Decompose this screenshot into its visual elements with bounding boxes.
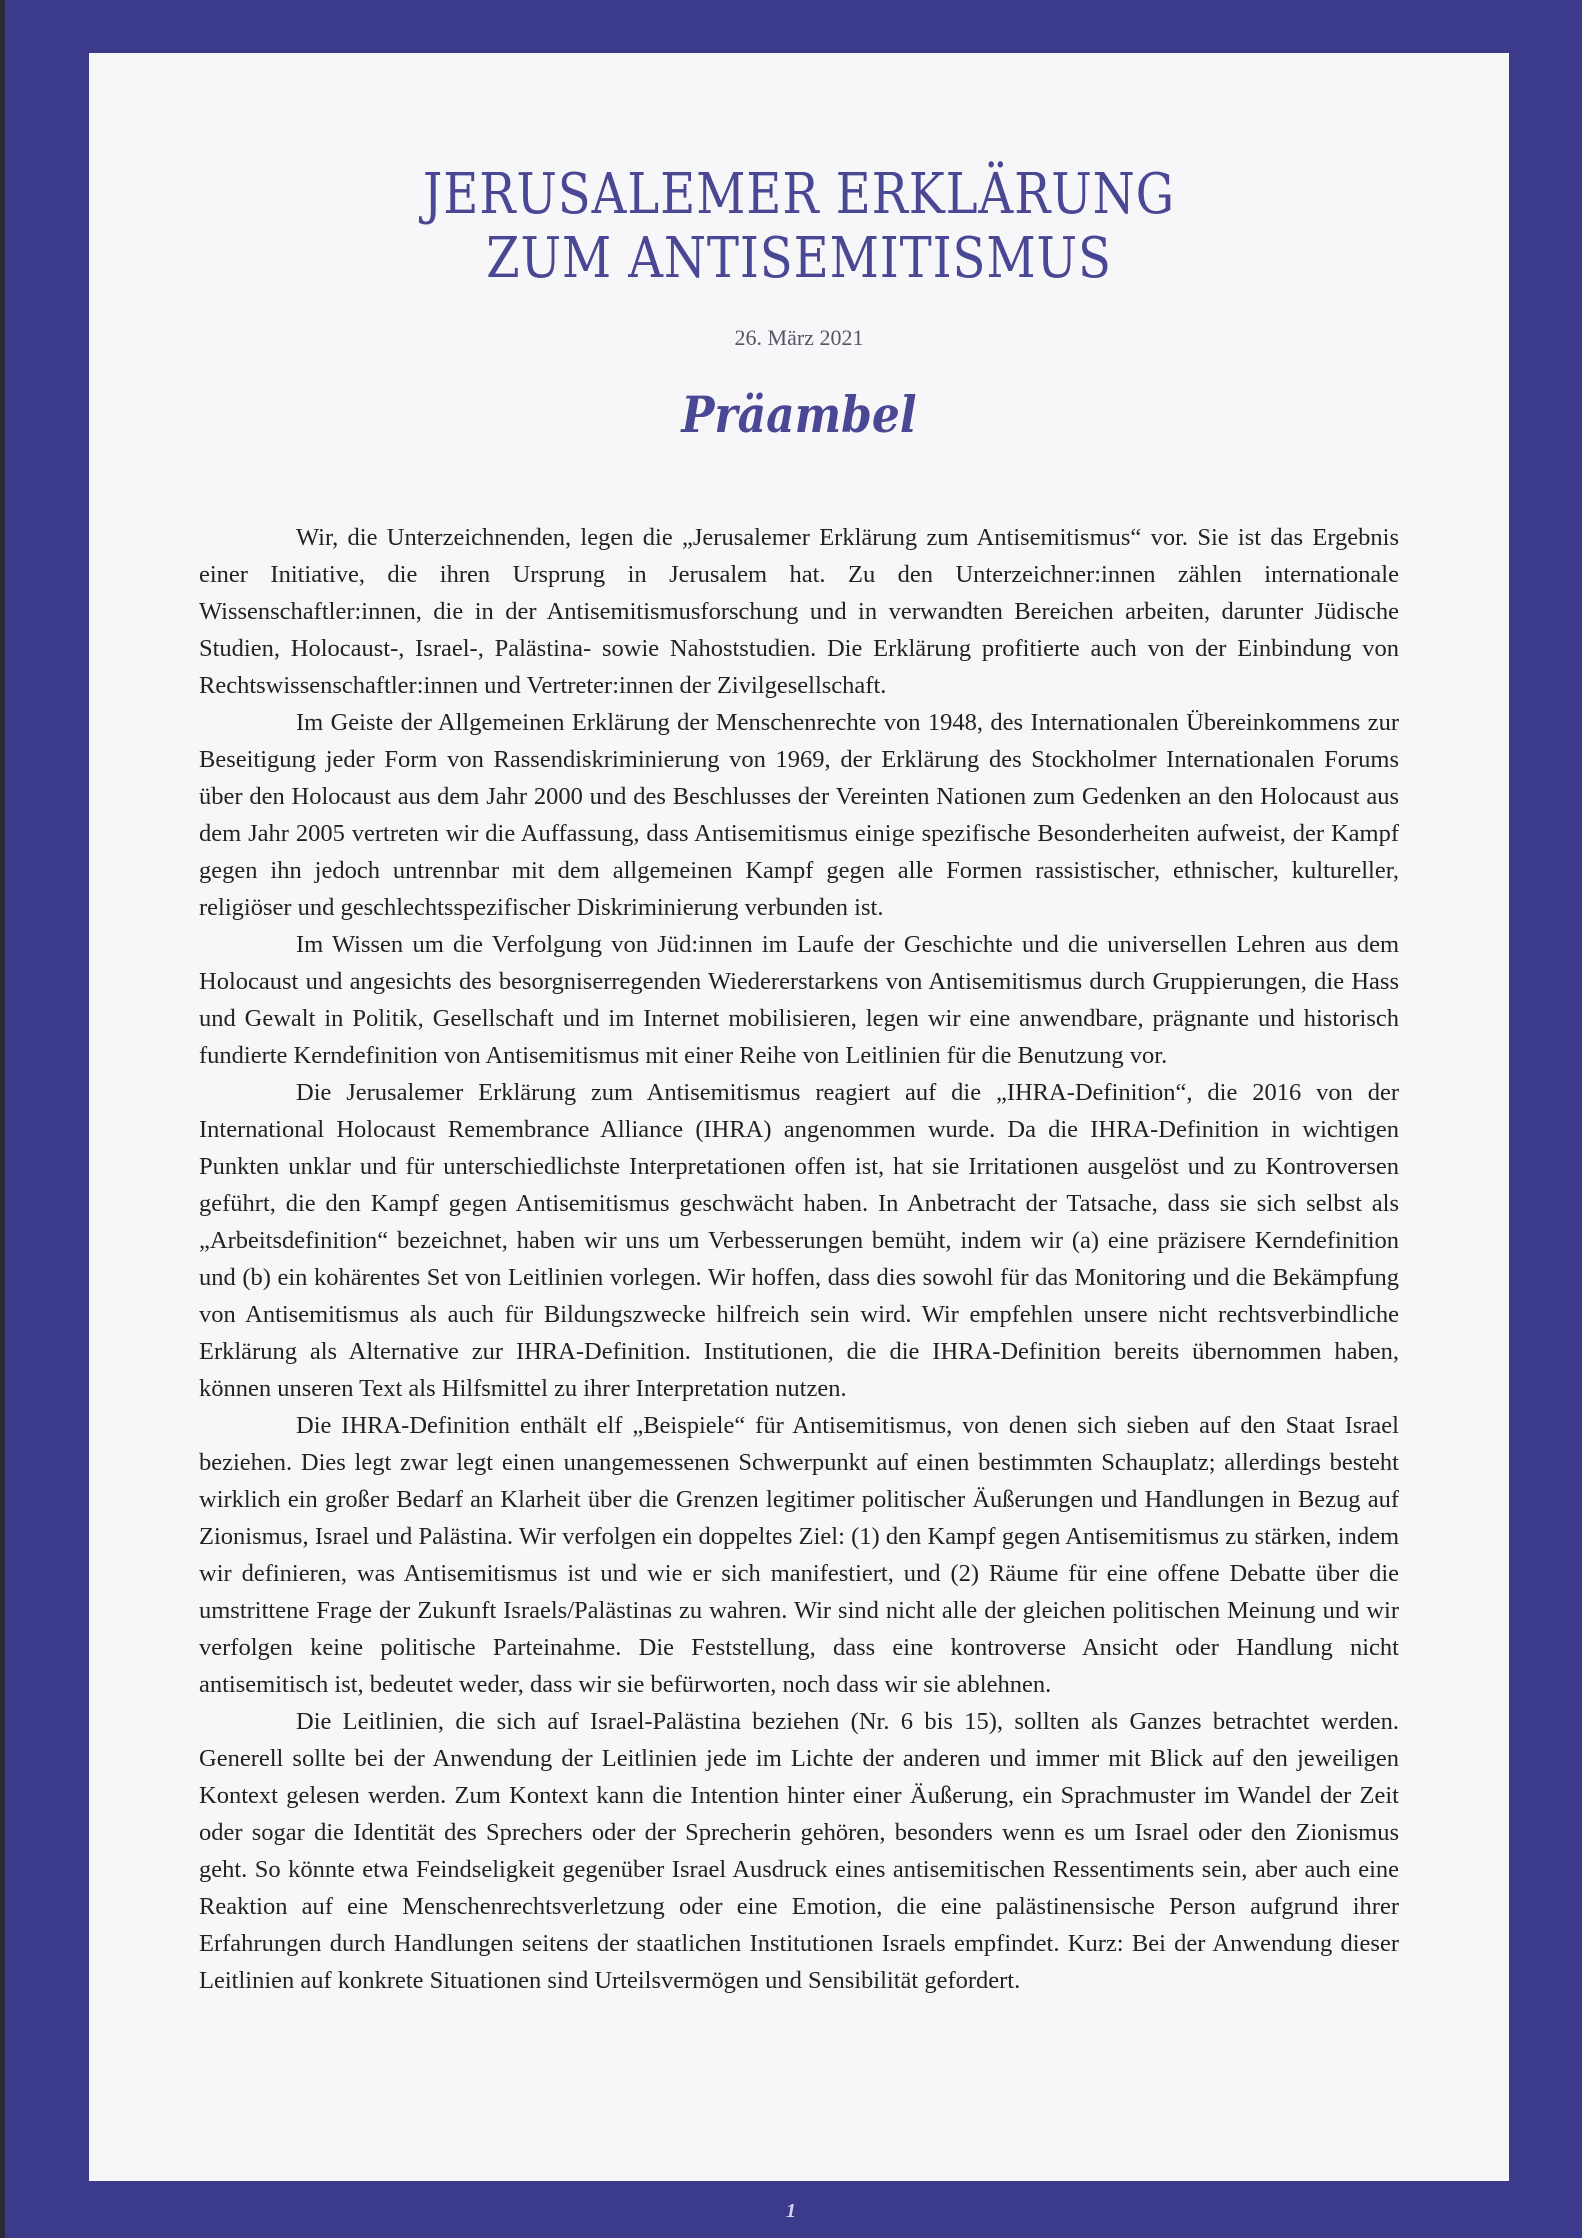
section-heading: Präambel [681, 385, 917, 444]
paragraph-2: Im Geiste der Allgemeinen Erklärung der Menschenrechte von 1948, des Internationalen Übereinkommens zur Beseitigung jeder Form von Rassendiskriminierung von 1969, der Erklärung des Stockholmer Internationalen Forums über den Holocaust aus dem Jahr 2000 und des Beschlusses der Vereinten Nationen zum Gedenken an den Holocaust aus dem Jahr 2005 vertreten wir die Auffassung, dass Antisemitismus einige spezifische Besonderheiten aufweist, der Kampf gegen ihn jedoch untrennbar mit dem allgemeinen Kampf gegen alle Formen rassistischer, ethnischer, kultureller, religiöser und geschlechtsspezifischer Diskriminierung verbunden ist. [199, 709, 1399, 921]
paragraph-3: Im Wissen um die Verfolgung von Jüd:innen im Laufe der Geschichte und die universellen Lehren aus dem Holocaust und angesichts des besorgniserregenden Wiedererstarkens von Antisemitismus durch Gruppierungen, die Hass und Gewalt in Politik, Gesellschaft und im Internet mobilisieren, legen wir eine anwendbare, prägnante und historisch fundierte Kerndefinition von Antisemitismus mit einer Reihe von Leitlinien für die Benutzung vor. [199, 931, 1399, 1069]
window-edge [0, 0, 5, 2238]
document-date: 26. März 2021 [734, 325, 864, 350]
paragraph-6: Die Leitlinien, die sich auf Israel-Palästina beziehen (Nr. 6 bis 15), sollten als Ganzes betrachtet werden. Generell sollte bei der Anwendung der Leitlinien jede im Lichte der anderen und immer mit Blick auf den jeweiligen Kontext gelesen werden. Zum Kontext kann die Intention hinter einer Äußerung, ein Sprachmuster im Wandel der Zeit oder sogar die Identität des Sprechers oder der Sprecherin gehören, besonders wenn es um Israel oder den Zionismus geht. So könnte etwa Feindseligkeit gegenüber Israel Ausdruck eines antisemitischen Ressentiments sein, aber auch eine Reaktion auf eine Menschenrechtsverletzung oder eine Emotion, die eine palästinensische Person aufgrund ihrer Erfahrungen durch Handlungen seitens der staatlichen Institutionen Israels empfindet. Kurz: Bei der Anwendung dieser Leitlinien auf konkrete Situationen sind Urteilsvermögen und Sensibilität gefordert. [199, 1708, 1399, 1994]
document-title [188, 163, 1409, 291]
document-body [199, 519, 1399, 1999]
document-page [89, 53, 1509, 2181]
title-line-2: ZUM ANTISEMITISMUS [486, 226, 1112, 291]
paragraph-1: Wir, die Unterzeichnenden, legen die „Jerusalemer Erklärung zum Antisemitismus“ vor. Sie ist das Ergebnis einer Initiative, die ihren Ursprung in Jerusalem hat. Zu den Unterzeichner:innen zählen internationale Wissenschaftler:innen, die in der Antisemitismusforschung und in verwandten Bereichen arbeiten, darunter Jüdische Studien, Holocaust-, Israel-, Palästina- sowie Nahoststudien. Die Erklärung profitierte auch von der Einbindung von Rechtswissenschaftler:innen und Vertreter:innen der Zivilgesellschaft. [199, 524, 1399, 699]
page-number: 1 [786, 2200, 796, 2222]
paragraph-5: Die IHRA-Definition enthält elf „Beispiele“ für Antisemitismus, von denen sich sieben auf den Staat Israel beziehen. Dies legt zwar legt einen unangemessenen Schwerpunkt auf einen bestimmten Schauplatz; allerdings besteht wirklich ein großer Bedarf an Klarheit über die Grenzen legitimer politischer Äußerungen und Handlungen in Bezug auf Zionismus, Israel und Palästina. Wir verfolgen ein doppeltes Ziel: (1) den Kampf gegen Antisemitismus zu stärken, indem wir definieren, was Antisemitismus ist und wie er sich manifestiert, und (2) Räume für eine offene Debatte über die umstrittene Frage der Zukunft Israels/Palästinas zu wahren. Wir sind nicht alle der gleichen politischen Meinung und wir verfolgen keine politische Parteinahme. Die Feststellung, dass eine kontroverse Ansicht oder Handlung nicht antisemitisch ist, bedeutet weder, dass wir sie befürworten, noch dass wir sie ablehnen. [199, 1412, 1399, 1698]
title-line-1: JERUSALEMER ERKLÄRUNG [423, 162, 1175, 227]
paragraph-4: Die Jerusalemer Erklärung zum Antisemitismus reagiert auf die „IHRA-Definition“, die 2016 von der International Holocaust Remembrance Alliance (IHRA) angenommen wurde. Da die IHRA-Definition in wichtigen Punkten unklar und für unterschiedlichste Interpretationen offen ist, hat sie Irritationen ausgelöst und zu Kontroversen geführt, die den Kampf gegen Antisemitismus geschwächt haben. In Anbetracht der Tatsache, dass sie sich selbst als „Arbeitsdefinition“ bezeichnet, haben wir uns um Verbesserungen bemüht, indem wir (a) eine präzisere Kerndefinition und (b) ein kohärentes Set von Leitlinien vorlegen. Wir hoffen, dass dies sowohl für das Monitoring und die Bekämpfung von Antisemitismus als auch für Bildungszwecke hilfreich sein wird. Wir empfehlen unsere nicht rechtsverbindliche Erklärung als Alternative zur IHRA-Definition. Institutionen, die die IHRA-Definition bereits übernommen haben, können unseren Text als Hilfsmittel zu ihrer Interpretation nutzen. [199, 1079, 1399, 1402]
